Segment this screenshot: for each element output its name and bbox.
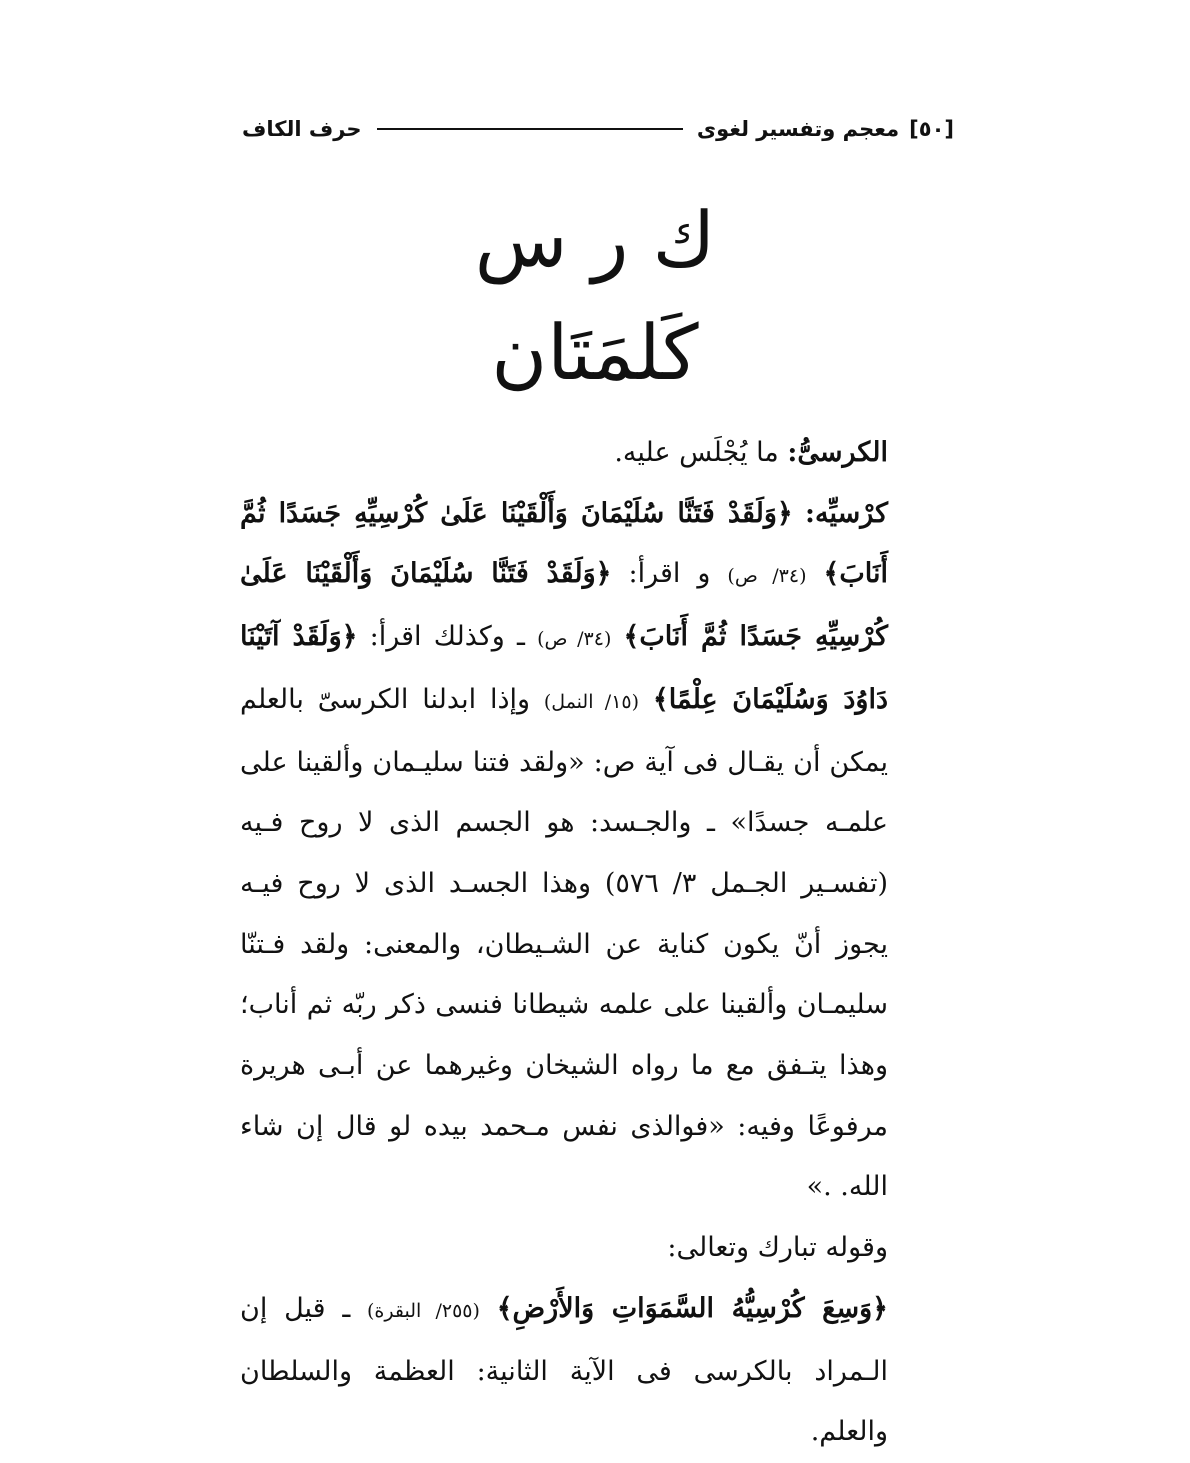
quran-verse: ﴿وَلَقَدْ آتَيْنَا دَاوُدَ وَسُلَيْمَانَ عِلْمًا﴾ <box>240 621 888 715</box>
section-title: حرف الكاف <box>242 117 362 141</box>
closing-text: ـ قيل إن الـمراد بالكرسى فى الآية الثانية: العظمة والسلطان والعلم. <box>240 1292 888 1448</box>
closing-paragraph <box>240 1279 954 1463</box>
entry-term: الكرسىُّ: <box>787 437 888 468</box>
verse-reference: (٣٤/ ص) <box>537 628 612 651</box>
verse-reference: (٢٥٥/ البقرة) <box>367 1299 480 1322</box>
word-count-heading: كَلمَتَان <box>491 308 699 397</box>
commentary-paragraph <box>240 484 954 1218</box>
header-rule <box>377 128 682 130</box>
entry-body <box>240 423 954 1463</box>
root-heading: ك ر س <box>474 195 716 284</box>
definition-text: ما يُجْلَس عليه. <box>614 437 779 468</box>
transition-paragraph <box>240 1218 954 1279</box>
verse-reference: (١٥/ النمل) <box>543 690 640 713</box>
page-number: [٥٠] <box>909 117 954 141</box>
commentary-text: و اقرأ: <box>628 558 711 590</box>
entry-term: كرْسيِّه: <box>805 497 888 529</box>
quran-verse: ﴿وَسِعَ كُرْسِيُّهُ السَّمَوَاتِ وَالأَرْضِ﴾ <box>496 1292 888 1324</box>
quran-verse: ﴿وَلَقَدْ فَتَنَّا سُلَيْمَانَ وَأَلْقَيْنَا عَلَىٰ كُرْسِيِّهِ جَسَدًا ثُمَّ أَنَابَ﴾ <box>240 497 888 590</box>
commentary-text: وإذا ابدلنا الكرسىّ بالعلم يمكن أن يقـال فى آية ص: «ولقد فتنا سليـمان وألقينا على علمـه جسدًا» ـ والجـسد: هو الجسم الذى لا روح فـيه (تفسـير الجـمل ٣/ ٥٧٦) وهذا الجسـد الذى لا روح فيـه يجوز أنّ يكون كناية عن الشـيطان، والمعنى: ولقد فـتنّا سليمـان وألقينا على علمه شيطانا فنسى ذكر ربّه ثم أناب؛ وهذا يتـفق مع ما رواه الشيخان وغيرهما عن أبـى هريرة مرفوعًا وفيه: «فوالذى نفس مـحمد بيده لو قال إن شاء الله. .» <box>240 683 888 1203</box>
running-header <box>242 112 954 146</box>
quran-verse: ﴿وَلَقَدْ فَتَنَّا سُلَيْمَانَ وَأَلْقَيْنَا عَلَىٰ كُرْسِيِّهِ جَسَدًا ثُمَّ أَنَابَ﴾ <box>240 558 888 653</box>
definition-paragraph <box>240 423 954 484</box>
verse-reference: (٣٤/ ص) <box>727 565 807 588</box>
book-title: معجم وتفسير لغوى <box>696 117 900 141</box>
transition-text: وقوله تبارك وتعالى: <box>667 1232 888 1264</box>
commentary-text: ـ وكذلك اقرأ: <box>369 621 525 653</box>
